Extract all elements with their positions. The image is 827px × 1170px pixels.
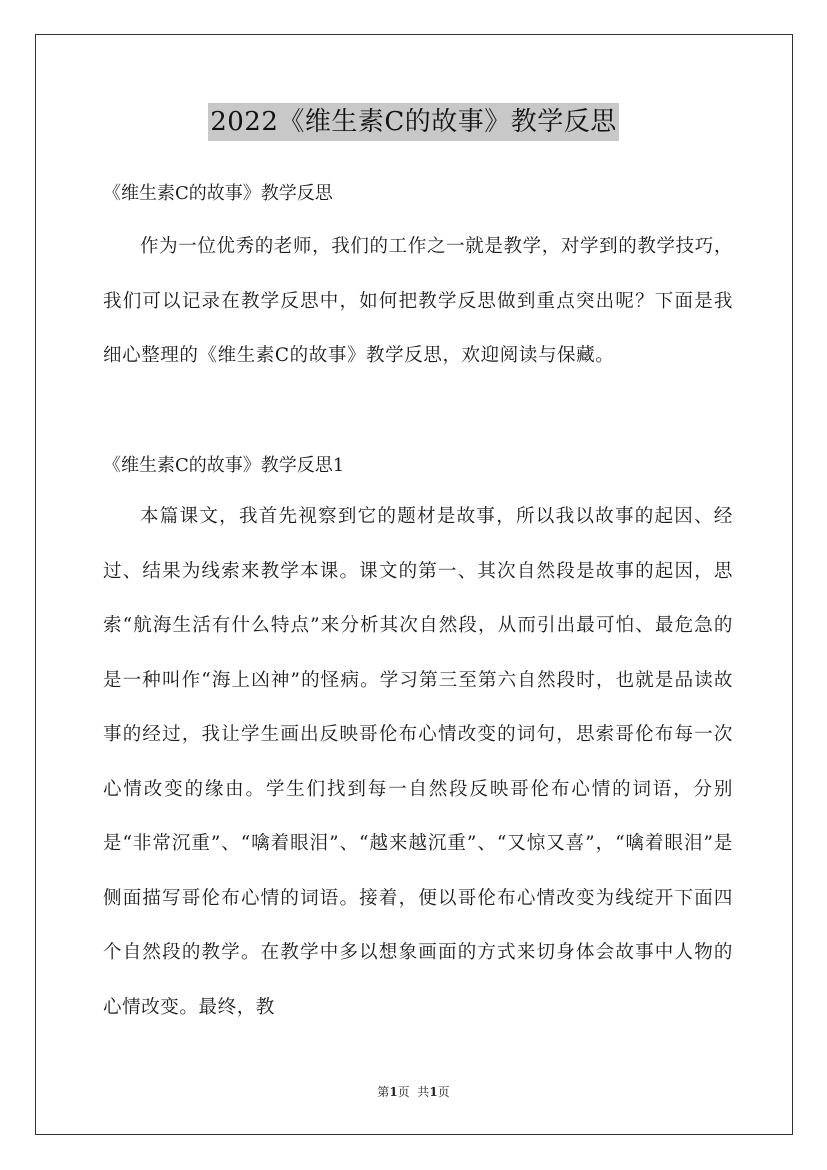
page-total-number: 1	[429, 1085, 438, 1099]
page-label-prefix: 第	[377, 1085, 390, 1099]
page-current-number: 1	[389, 1085, 398, 1099]
document-title: 2022《维生素C的故事》教学反思	[208, 103, 619, 141]
page-label-mid: 页 共	[397, 1085, 430, 1099]
intro-paragraph: 作为一位优秀的老师，我们的工作之一就是教学，对学到的教学技巧，我们可以记录在教学反思中，如何把教学反思做到重点突出呢？下面是我细心整理的《维生素C的故事》教学反思，欢迎阅读与保藏。	[103, 236, 733, 366]
section-paragraph: 本篇课文，我首先视察到它的题材是故事，所以我以故事的起因、经过、结果为线索来教学本课。课文的第一、其次自然段是故事的起因，思索“航海生活有什么特点”来分析其次自然段，从而引出最可怕、最危急的是一种叫作“海上凶神”的怪病。学习第三至第六自然段时，也就是品读故事的经过，我让学生画出反映哥伦布心情改变的词句，思索哥伦布每一次心情改变的缘由。学生们找到每一自然段反映哥伦布心情的词语，分别是“非常沉重”、“噙着眼泪”、“越来越沉重”、“又惊又喜”，“噙着眼泪”是侧面描写哥伦布心情的词语。接着，便以哥伦布心情改变为线绽开下面四个自然段的教学。在教学中多以想象画面的方式来切身体会故事中人物的心情改变。最终，教	[103, 506, 733, 1018]
title-container	[0, 103, 827, 141]
document-subtitle: 《维生素C的故事》教学反思	[103, 183, 333, 204]
section-heading: 《维生素C的故事》教学反思1	[103, 455, 345, 476]
page-label-suffix: 页	[437, 1085, 450, 1099]
page-footer	[0, 1083, 827, 1101]
